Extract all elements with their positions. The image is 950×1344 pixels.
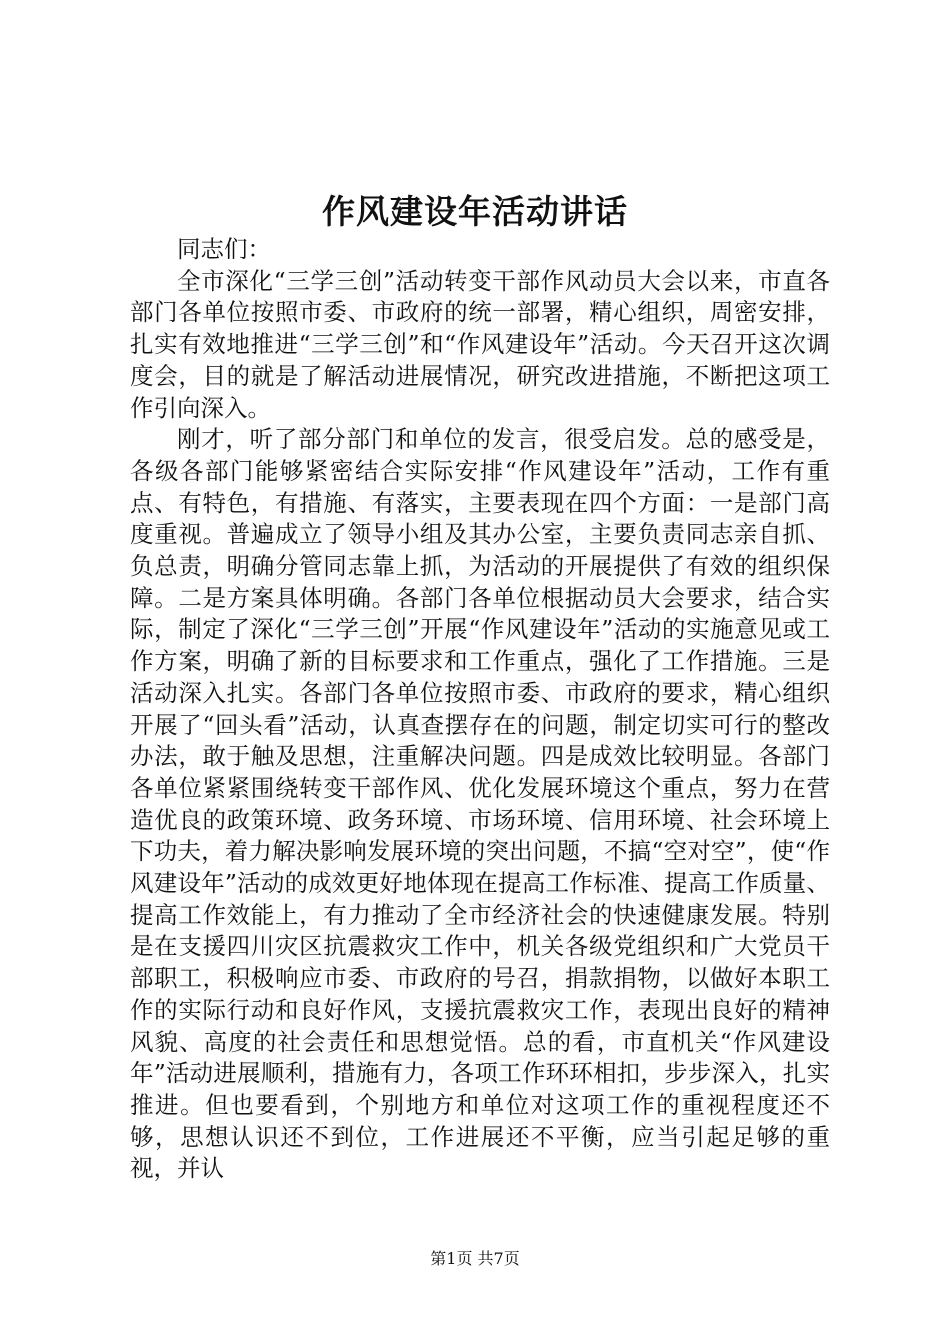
document-title: 作风建设年活动讲话 [322,192,628,231]
body-paragraph: 刚才，听了部分部门和单位的发言，很受启发。总的感受是，各级各部门能够紧密结合实际安排“作风建设年”活动，工作有重点、有特色，有措施、有落实，主要表现在四个方面：一是部门高度重视。普遍成立了领导小组及其办公室，主要负责同志亲自抓、负总责，明确分管同志靠上抓，为活动的开展提供了有效的组织保障。二是方案具体明确。各部门各单位根据动员大会要求，结合实际，制定了深化“三学三创”开展“作风建设年”活动的实施意见或工作方案，明确了新的目标要求和工作重点，强化了工作措施。三是活动深入扎实。各部门各单位按照市委、市政府的要求，精心组织开展了“回头看”活动，认真查摆存在的问题，制定切实可行的整改办法，敢于触及思想，注重解决问题。四是成效比较明显。各部门各单位紧紧围绕转变干部作风、优化发展环境这个重点，努力在营造优良的政策环境、政务环境、市场环境、信用环境、社会环境上下功夫，着力解决影响发展环境的突出问题，不搞“空对空”，使“作风建设年”活动的成效更好地体现在提高工作标准、提高工作质量、提高工作效能上，有力推动了全市经济社会的快速健康发展。特别是在支援四川灾区抗震救灾工作中，机关各级党组织和广大党员干部职工，积极响应市委、市政府的号召，捐款捐物，以做好本职工作的实际行动和良好作风，支援抗震救灾工作，表现出良好的精神风貌、高度的社会责任和思想觉悟。总的看，市直机关“作风建设年”活动进展顺利，措施有力，各项工作环环相扣，步步深入，扎实推进。但也要看到，个别地方和单位对这项工作的重视程度还不够，思想认识还不到位，工作进展还不平衡，应当引起足够的重视，并认 [130,425,830,1183]
page-number-footer: 第1页 共7页 [430,1249,520,1268]
salutation-paragraph: 同志们： [177,235,271,263]
body-paragraph: 全市深化“三学三创”活动转变干部作风动员大会以来，市直各部门各单位按照市委、市政府的统一部署，精心组织，周密安排，扎实有效地推进“三学三创”和“作风建设年”活动。今天召开这次调度会，目的就是了解活动进展情况，研究改进措施，不断把这项工作引向深入。 [130,266,830,422]
document-body [130,234,830,1185]
